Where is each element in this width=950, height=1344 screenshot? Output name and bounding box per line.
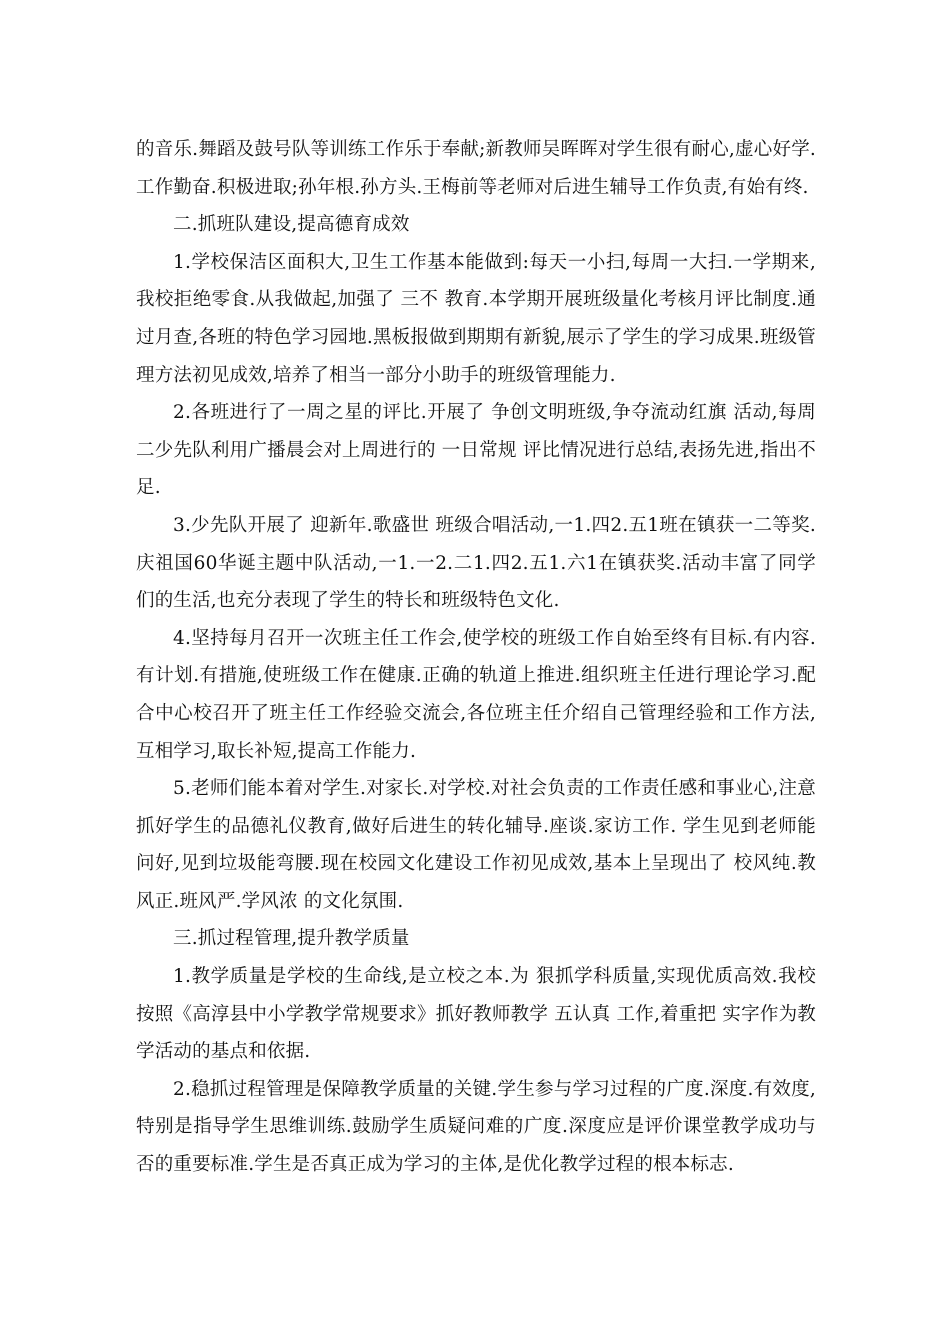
paragraph-continuation: 的音乐.舞蹈及鼓号队等训练工作乐于奉献;新教师吴晖晖对学生很有耐心,虚心好学.工作勤奋.积极进取;孙年根.孙方头.王梅前等老师对后进生辅导工作负责,有始有终.	[136, 139, 816, 198]
paragraph-item-2: 2.各班进行了一周之星的评比.开展了 争创文明班级,争夺流动红旗 活动,每周二少先队利用广播晨会对上周进行的 一日常规 评比情况进行总结,表扬先进,指出不足.	[136, 402, 816, 499]
paragraph-item-1: 1.学校保洁区面积大,卫生工作基本能做到:每天一小扫,每周一大扫.一学期来,我校拒绝零食.从我做起,加强了 三不 教育.本学期开展班级量化考核月评比制度.通过月查,各班的特色学习园地.黑板报做到期期有新貌,展示了学生的学习成果.班级管理方法初见成效,培养了相当一部分小助手的班级管理能力.	[136, 251, 816, 386]
paragraph-teaching-1: 1.教学质量是学校的生命线,是立校之本.为 狠抓学科质量,实现优质高效.我校按照《高淳县中小学教学常规要求》抓好教师教学 五认真 工作,着重把 实字作为教学活动的基点和依据.	[136, 966, 816, 1063]
paragraph-item-5: 5.老师们能本着对学生.对家长.对学校.对社会负责的工作责任感和事业心,注意抓好学生的品德礼仪教育,做好后进生的转化辅导.座谈.家访工作. 学生见到老师能问好,见到垃圾能弯腰.现在校园文化建设工作初见成效,基本上呈现出了 校风纯.教风正.班风严.学风浓 的文化氛围.	[136, 778, 816, 912]
paragraph-teaching-2: 2.稳抓过程管理是保障教学质量的关键.学生参与学习过程的广度.深度.有效度,特别是指导学生思维训练.鼓励学生质疑问难的广度.深度应是评价课堂教学成功与否的重要标准.学生是否真正成为学习的主体,是优化教学过程的根本标志.	[136, 1078, 816, 1176]
paragraph-item-3: 3.少先队开展了 迎新年.歌盛世 班级合唱活动,一1.四2.五1班在镇获一二等奖.庆祖国60华诞主题中队活动,一1.一2.二1.四2.五1.六1在镇获奖.活动丰富了同学们的生活,也充分表现了学生的特长和班级特色文化.	[136, 514, 816, 612]
section-heading-3: 三.抓过程管理,提升教学质量	[173, 928, 410, 950]
document-body	[136, 131, 816, 1184]
section-heading-2: 二.抓班队建设,提高德育成效	[173, 214, 410, 236]
paragraph-item-4: 4.坚持每月召开一次班主任工作会,使学校的班级工作自始至终有目标.有内容.有计划.有措施,使班级工作在健康.正确的轨道上推进.组织班主任进行理论学习.配合中心校召开了班主任工作经验交流会,各位班主任介绍自己管理经验和工作方法,互相学习,取长补短,提高工作能力.	[136, 627, 816, 762]
